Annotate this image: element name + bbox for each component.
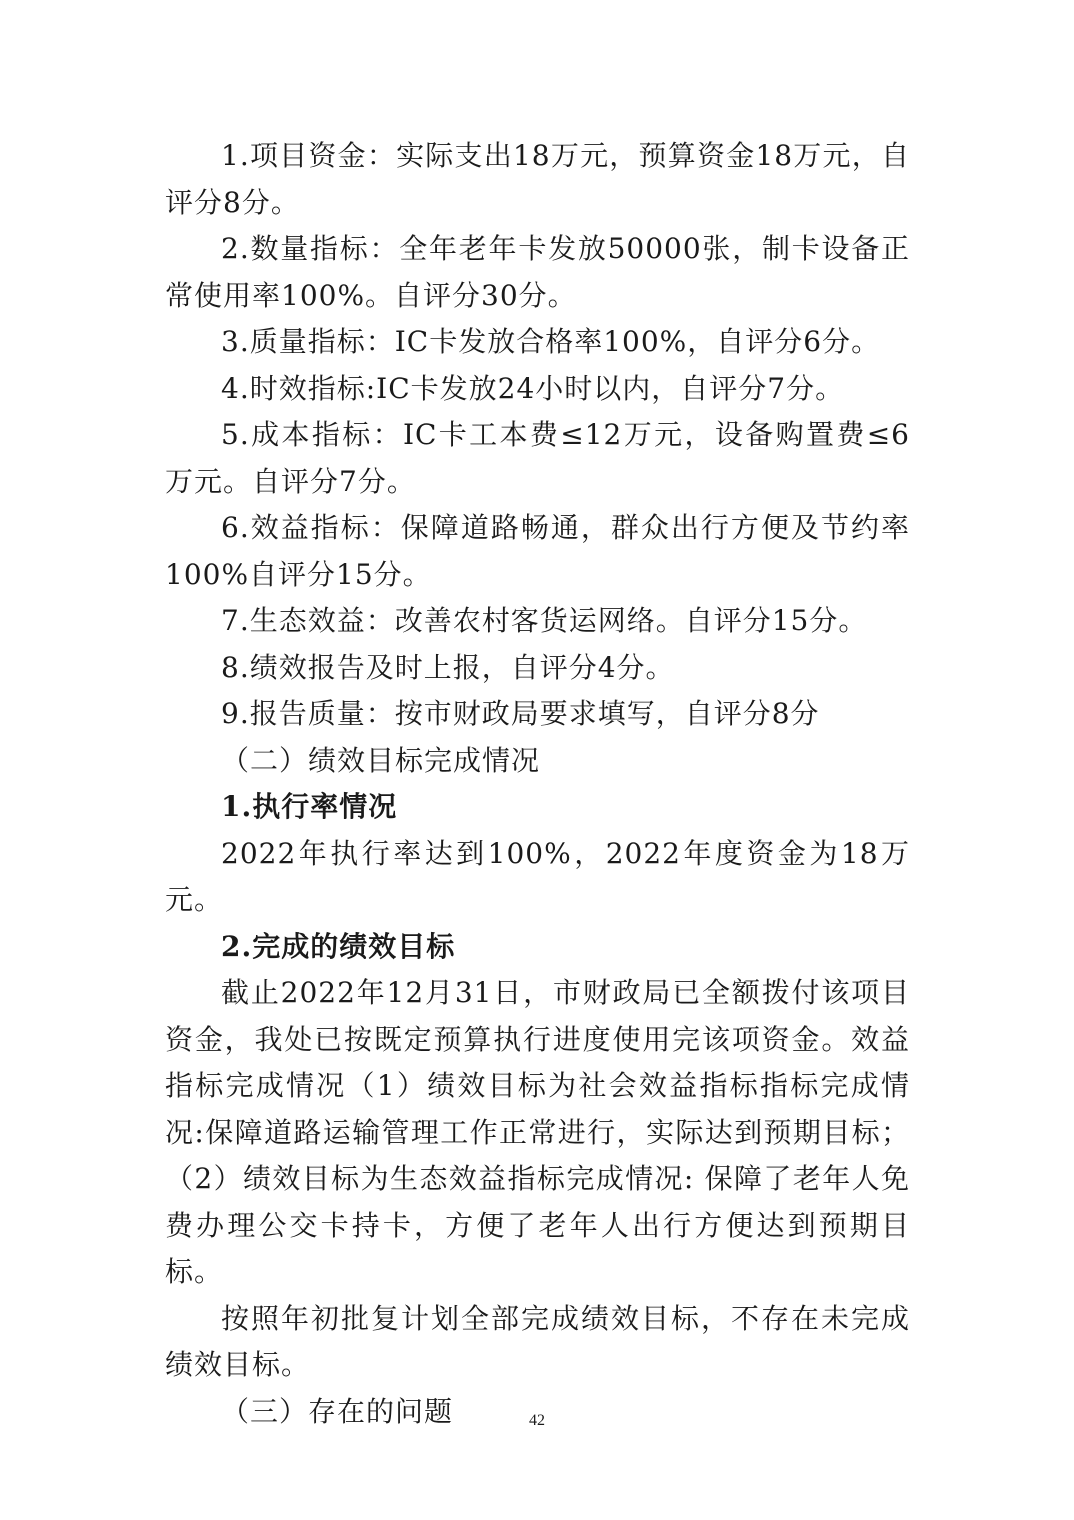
paragraph-execution-rate: 2022年执行率达到100%，2022年度资金为18万元。 bbox=[165, 836, 910, 916]
document-body bbox=[165, 133, 910, 1435]
subheading-completed-goals: 2.完成的绩效目标 bbox=[221, 929, 456, 963]
paragraph-completed-goals: 截止2022年12月31日，市财政局已全额拨付该项目资金，我处已按既定预算执行进度使用完该项资金。效益指标完成情况（1）绩效目标为社会效益指标指标完成情况:保障道路运输管理工作正常进行，实际达到预期目标；（2）绩效目标为生态效益指标完成情况: 保障了老年人免费办理公交卡持卡，方便了老年人出行方便达到预期目标。 bbox=[165, 976, 910, 1288]
section-heading-problems: （三）存在的问题 bbox=[221, 1394, 454, 1428]
paragraph-benefit-indicator: 6.效益指标：保障道路畅通，群众出行方便及节约率100%自评分15分。 bbox=[165, 511, 910, 591]
subheading-execution-rate: 1.执行率情况 bbox=[221, 790, 398, 823]
paragraph-timeliness-indicator: 4.时效指标:IC卡发放24小时以内，自评分7分。 bbox=[221, 371, 845, 405]
paragraph-project-funds: 1.项目资金：实际支出18万元，预算资金18万元，自评分8分。 bbox=[165, 139, 910, 219]
paragraph-report-timeliness: 8.绩效报告及时上报，自评分4分。 bbox=[221, 650, 675, 684]
paragraph-cost-indicator: 5.成本指标：IC卡工本费≤12万元，设备购置费≤6万元。自评分7分。 bbox=[165, 418, 910, 498]
paragraph-report-quality: 9.报告质量：按市财政局要求填写，自评分8分 bbox=[221, 697, 820, 730]
paragraph-quality-indicator: 3.质量指标：IC卡发放合格率100%，自评分6分。 bbox=[221, 325, 881, 358]
section-heading-goal-completion: （二）绩效目标完成情况 bbox=[221, 743, 541, 777]
paragraph-plan-completion: 按照年初批复计划全部完成绩效目标，不存在未完成绩效目标。 bbox=[165, 1301, 910, 1381]
paragraph-ecological-benefit: 7.生态效益：改善农村客货运网络。自评分15分。 bbox=[221, 604, 868, 637]
page-number: 42 bbox=[529, 1412, 545, 1429]
paragraph-quantity-indicator: 2.数量指标：全年老年卡发放50000张，制卡设备正常使用率100%。自评分30分。 bbox=[165, 232, 910, 312]
